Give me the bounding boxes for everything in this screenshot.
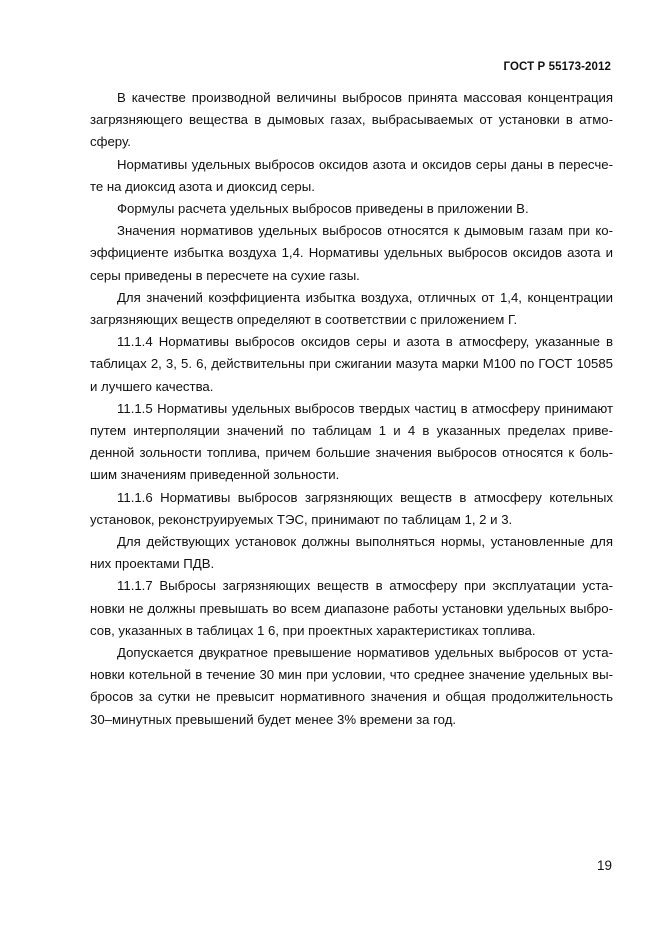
paragraph-11-1-7: 11.1.7 Выбросы загрязняющих веществ в атмосферу при эксплуатации установки не должны превышать во всем диапазоне работы установки удельных выбросов, указанных в таблицах 1 6, при проектных характеристиках топлива.: [90, 578, 613, 638]
paragraph-11-1-6: 11.1.6 Нормативы выбросов загрязняющих веществ в атмосферу котельных установок, реконструируемых ТЭС, принимают по таблицам 1, 2 и 3.: [90, 489, 613, 527]
paragraph: Для значений коэффициента избытка воздуха, отличных от 1,4, концентрации загрязняющих веществ определяют в соответствии с приложением Г.: [90, 289, 613, 328]
paragraph-11-1-4: 11.1.4 Нормативы выбросов оксидов серы и азота в атмосферу, указанные в таблицах 2, 3, 5. 6, действительны при сжигании мазута марки М100 по ГОСТ 10585 и лучшего качества.: [90, 334, 613, 394]
paragraph: Значения нормативов удельных выбросов относятся к дымовым газам при коэффициенте избытка воздуха 1,4. Нормативы удельных выбросов оксидов азота и серы приведены в пересчете на сухие газы.: [90, 223, 613, 283]
page-number: 19: [596, 858, 612, 873]
paragraph: Допускается двукратное превышение нормативов удельных выбросов от установки котельной в течение 30 мин при условии, что среднее значение удельных выбросов за сутки не превысит нормативного значения и общая продолжительность 30–минутных превышений будет менее 3% времени за год.: [90, 645, 613, 727]
paragraph: Формулы расчета удельных выбросов приведены в приложении В.: [117, 201, 529, 217]
paragraph: Нормативы удельных выбросов оксидов азота и оксидов серы даны в пересчете на диоксид азота и диоксид серы.: [90, 156, 613, 194]
paragraph: В качестве производной величины выбросов принята массовая концентрация загрязняющего вещества в дымовых газах, выбрасываемых от установки в атмосферу.: [90, 90, 613, 150]
body-text: [90, 87, 613, 731]
paragraph-11-1-5: 11.1.5 Нормативы удельных выбросов твердых частиц в атмосферу принимают путем интерполяции значений по таблицам 1 и 4 в указанных пределах приведенной зольности топлива, причем большие значения выбросов относятся к большим значениям приведенной зольности.: [90, 400, 613, 483]
paragraph: Для действующих установок должны выполняться нормы, установленные для них проектами ПДВ.: [90, 534, 613, 572]
document-code: ГОСТ Р 55173-2012: [503, 61, 611, 73]
